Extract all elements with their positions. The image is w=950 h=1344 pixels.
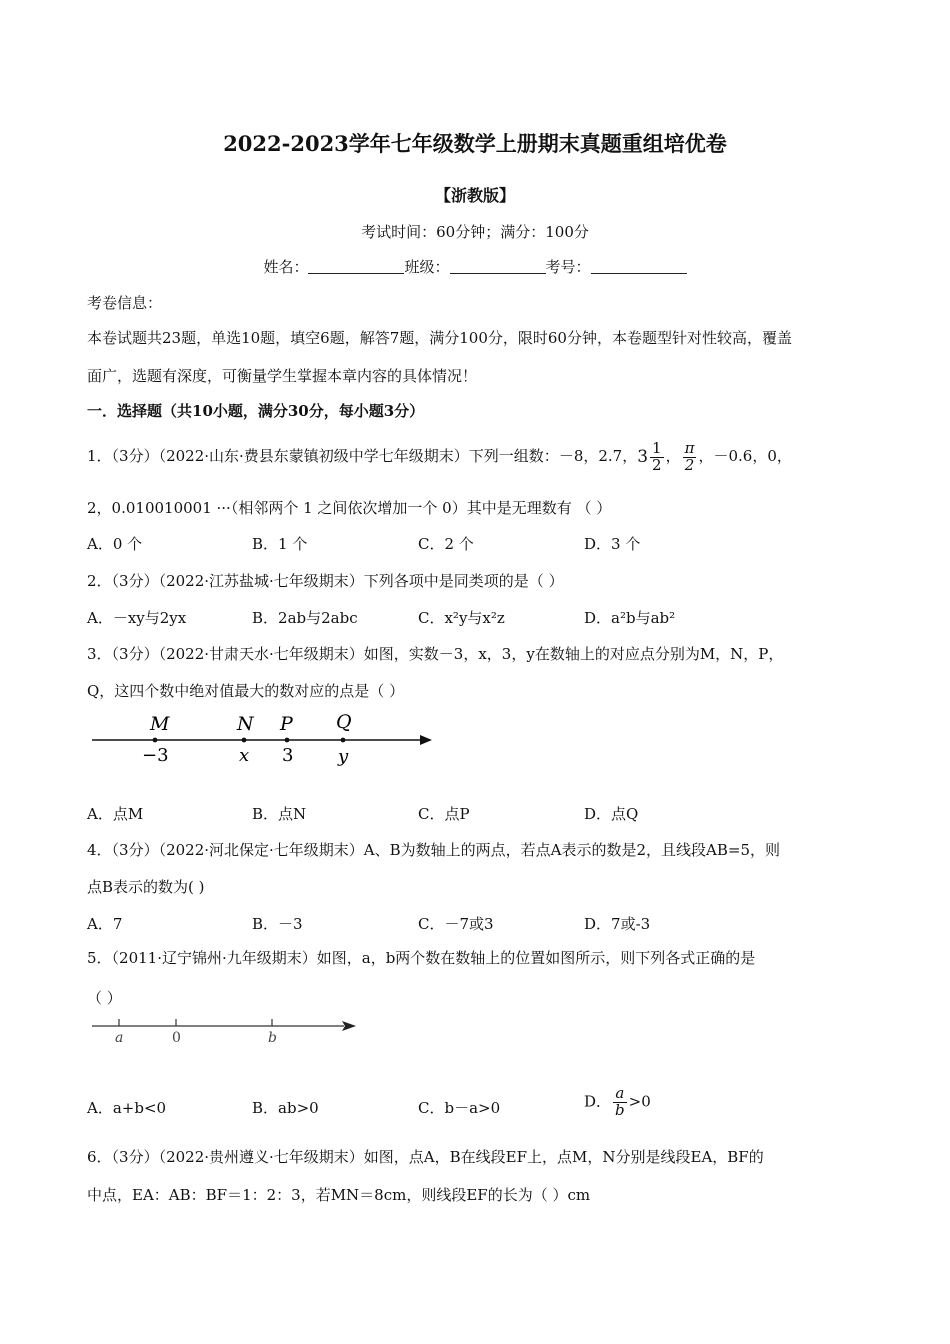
q5-line1: 5．（2011·辽宁锦州·九年级期末）如图，a，b两个数在数轴上的位置如图所示，则下列各式正确的是 [87, 949, 756, 967]
q5-option-c[interactable]: C．b－a>0 [418, 1099, 501, 1117]
q3-point-q [341, 738, 346, 743]
q1-numbers: －8，2.7， [558, 447, 638, 465]
name-label: 姓名： [263, 258, 309, 276]
q3-point-p [285, 738, 290, 743]
q2-option-c[interactable]: C．x²y与x²z [418, 609, 505, 627]
q3-point-m [153, 738, 158, 743]
q3-axis-arrow-icon [420, 735, 432, 745]
q5-option-a[interactable]: A．a+b<0 [87, 1099, 167, 1117]
edition-label: 【浙教版】 [434, 186, 515, 205]
class-label: 班级： [404, 258, 450, 276]
q3-option-c[interactable]: C．点P [418, 805, 470, 823]
name-blank[interactable] [308, 259, 404, 274]
q3-label-m: M [150, 713, 170, 735]
q4-option-b[interactable]: B．－3 [252, 915, 303, 933]
q5-option-b[interactable]: B．ab>0 [252, 1099, 319, 1117]
q5-label-0: 0 [172, 1030, 181, 1046]
q1-line1 [87, 438, 792, 474]
exam-info-heading: 考卷信息： [87, 294, 163, 312]
class-blank[interactable] [450, 259, 546, 274]
exam-info-line1: 本卷试题共23题，单选10题，填空6题，解答7题，满分100分，限时60分钟，本卷题型针对性较高，覆盖 [87, 329, 792, 347]
q1-option-a[interactable]: A．0 个 [87, 535, 143, 553]
q3-value-p: 3 [282, 745, 294, 766]
q5-option-d-prefix: D． [584, 1092, 612, 1111]
q4-option-c[interactable]: C．－7或3 [418, 915, 494, 933]
q1-option-d[interactable]: D．3 个 [584, 535, 641, 553]
q3-label-p: P [280, 713, 293, 735]
q3-label-n: N [237, 713, 254, 735]
q5-option-d-fraction: $\frac{a}{b}$ [615, 1084, 625, 1119]
q1-prefix: 1．（3分）（2022·山东·费县东蒙镇初级中学七年级期末）下列一组数： [87, 447, 559, 465]
q1-mixed-int: 3 [637, 447, 649, 467]
q3-label-q: Q [336, 711, 352, 733]
q5-label-b: b [268, 1030, 277, 1046]
exam-no-blank[interactable] [591, 259, 687, 274]
q5-line2: （ ） [87, 989, 122, 1007]
q4-option-a[interactable]: A．7 [87, 915, 123, 933]
q6-line2: 中点，EA：AB：BF＝1：2：3，若MN＝8cm，则线段EF的长为（ ）cm [87, 1186, 591, 1204]
q3-option-a[interactable]: A．点M [87, 805, 144, 823]
q3-line1: 3．（3分）（2022·甘肃天水·七年级期末）如图，实数－3，x，3，y在数轴上的对应点分别为M，N，P， [87, 645, 784, 663]
q1-fraction-pi: $\frac{\pi}{2}$ [684, 438, 695, 474]
q3-line2: Q，这四个数中绝对值最大的数对应的点是（ ） [87, 682, 405, 700]
time-info: 考试时间：60分钟；满分：100分 [361, 223, 589, 241]
q3-option-d[interactable]: D．点Q [584, 805, 639, 823]
q3-value-q: y [338, 746, 349, 767]
q3-option-b[interactable]: B．点N [252, 805, 307, 823]
q1-line2: 2，0.010010001 ···（相邻两个 1 之间依次增加一个 0）其中是无理数有 （ ） [87, 499, 612, 517]
q3-point-n [242, 738, 247, 743]
section1-heading: 一．选择题（共10小题，满分30分，每小题3分） [87, 402, 425, 420]
q4-option-d[interactable]: D．7或-3 [584, 915, 651, 933]
q1-option-b[interactable]: B．1 个 [252, 535, 308, 553]
q1-fraction-half: $\frac{1}{2}$ [652, 438, 662, 474]
exam-info-line2: 面广，选题有深度，可衡量学生掌握本章内容的具体情况！ [87, 367, 478, 385]
q5-axis-arrow-icon [342, 1021, 356, 1031]
q2-stem: 2．（3分）（2022·江苏盐城·七年级期末）下列各项中是同类项的是（ ） [87, 572, 564, 590]
exam-no-label: 考号： [545, 258, 591, 276]
q4-line1: 4．（3分）（2022·河北保定·七年级期末）A、B为数轴上的两点，若点A表示的数是2，且线段AB=5，则 [87, 841, 780, 859]
q3-value-m: −3 [142, 745, 169, 766]
q6-line1: 6．（3分）（2022·贵州遵义·七年级期末）如图，点A，B在线段EF上，点M，N分别是线段EA，BF的 [87, 1148, 764, 1166]
q1-numbers-tail: ，－0.6，0， [698, 447, 792, 465]
exam-title: 2022-2023学年七年级数学上册期末真题重组培优卷 [223, 131, 727, 156]
student-info-line [0, 256, 950, 277]
q1-option-c[interactable]: C．2 个 [418, 535, 474, 553]
q2-option-b[interactable]: B．2ab与2abc [252, 609, 358, 627]
q5-option-d-tail: >0 [628, 1092, 651, 1111]
q2-option-d[interactable]: D．a²b与ab² [584, 609, 676, 627]
q5-number-line-figure [88, 1012, 363, 1048]
q1-sep: ， [665, 447, 681, 465]
q3-value-n: x [239, 745, 250, 766]
q5-option-d[interactable] [584, 1086, 651, 1119]
q3-number-line-figure [88, 708, 438, 770]
q4-line2: 点B表示的数为( ) [87, 878, 205, 896]
q5-label-a: a [115, 1030, 124, 1046]
q2-option-a[interactable]: A．－xy与2yx [87, 609, 187, 627]
